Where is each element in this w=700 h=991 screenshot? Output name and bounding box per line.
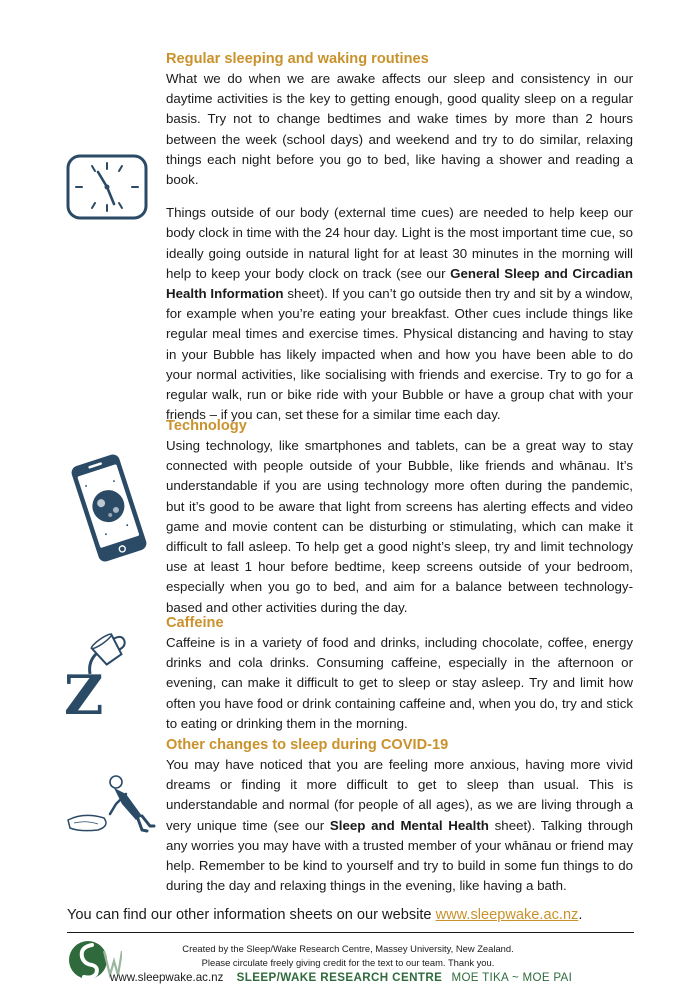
footer-credit-1: Created by the Sleep/Wake Research Centre, Massey University, New Zealand. bbox=[182, 943, 514, 954]
clock-icon bbox=[64, 152, 150, 222]
footer-bottom-line bbox=[110, 971, 572, 985]
footer-motto: MOE TIKA ~ MOE PAI bbox=[451, 971, 573, 984]
general-sleep-sheet-ref: General Sleep and Circadian Health Information bbox=[166, 265, 633, 302]
coffee-z-icon bbox=[60, 632, 140, 716]
section-routines bbox=[166, 50, 633, 425]
svg-text:Z: Z bbox=[64, 663, 104, 716]
sleepy-person-icon bbox=[64, 770, 164, 836]
footer-credit-2: Please circulate freely giving credit for the text to our team. Thank you. bbox=[201, 957, 495, 968]
website-link[interactable]: www.sleepwake.ac.nz bbox=[435, 907, 579, 923]
mental-health-sheet-ref: Sleep and Mental Health bbox=[329, 817, 489, 833]
footer-centre-name: SLEEP/WAKE RESEARCH CENTRE bbox=[236, 971, 443, 984]
heading-routines: Regular sleeping and waking routines bbox=[166, 51, 429, 67]
section-technology bbox=[166, 417, 633, 618]
smartphone-icon bbox=[64, 452, 154, 564]
heading-caffeine: Caffeine bbox=[166, 615, 224, 631]
routines-paragraph-2: Things outside of our body (external time cues) are needed to help keep our body clock in time with the 24 hour day. Light is the most important time cue, so ideally going outside in natural light for at least 30 minutes in the morning will help to keep your body clock on track (see our General Sleep and Circadian Health Information sheet). If you can’t go outside then try and sit by a window, for example when you’re eating your breakfast. Other cues include things like regular meal times and exercise times. Physical distancing and having to stay in your Bubble has likely impacted when and how you have been able to do your normal activities, like socialising with friends and exercise. Try to go for a regular walk, run or bike ride with your Bubble or have a group chat with your friends – if you can, set these for a similar time each day. bbox=[166, 205, 633, 423]
footer-website: www.sleepwake.ac.nz bbox=[110, 971, 224, 984]
routines-paragraph-1: What we do when we are awake affects our sleep and consistency in our daytime activities is the key to getting enough, good quality sleep on a regular basis. Try not to change bedtimes and wake times by more than 2 hours between the week (school days) and weekend and try to do similar, relaxing things each night before you go to bed, like having a shower and reading a book. bbox=[166, 71, 633, 188]
website-cta: You can find our other information sheets on our website www.sleepwake.ac.nz. bbox=[67, 907, 583, 923]
heading-covid: Other changes to sleep during COVID-19 bbox=[166, 737, 449, 753]
technology-paragraph: Using technology, like smartphones and tablets, can be a great way to stay connected with people outside of your Bubble, like friends and whānau. It’s understandable if you are using technology more often during the pandemic, but it’s good to be aware that light from screens has alerting effects and video game and movie content can be disturbing or stimulating, which can make it difficult to fall asleep. To help get a good night’s sleep, try and limit technology use at least 1 hour before bedtime, keep screens outside of your bedroom, especially when you go to bed, and aim for a balance between technology-based and other activities during the day. bbox=[166, 438, 633, 615]
covid-paragraph: You may have noticed that you are feeling more anxious, having more vivid dreams or finding it more difficult to get to sleep than usual. This is understandable and normal (for people of all ages), as we are living through a very unique time (see our Sleep and Mental Health sheet). Talking through any worries you may have with a trusted member of your whānau or friend may help. Remember to be kind to yourself and try to build in some fun things to do during the day and relaxing things in the evening, like having a bath. bbox=[166, 757, 633, 894]
section-caffeine bbox=[166, 614, 633, 734]
section-covid bbox=[166, 736, 633, 896]
caffeine-paragraph: Caffeine is in a variety of food and drinks, including chocolate, coffee, energy drinks and cola drinks. Consuming caffeine, especially in the afternoon or evening, can make it difficult to get to sleep or stay asleep. Try and limit how often you have food or drink containing caffeine and, when you do, try and stick to eating or drinking them in the morning. bbox=[166, 635, 633, 731]
footer-divider bbox=[67, 932, 634, 933]
heading-technology: Technology bbox=[166, 418, 247, 434]
